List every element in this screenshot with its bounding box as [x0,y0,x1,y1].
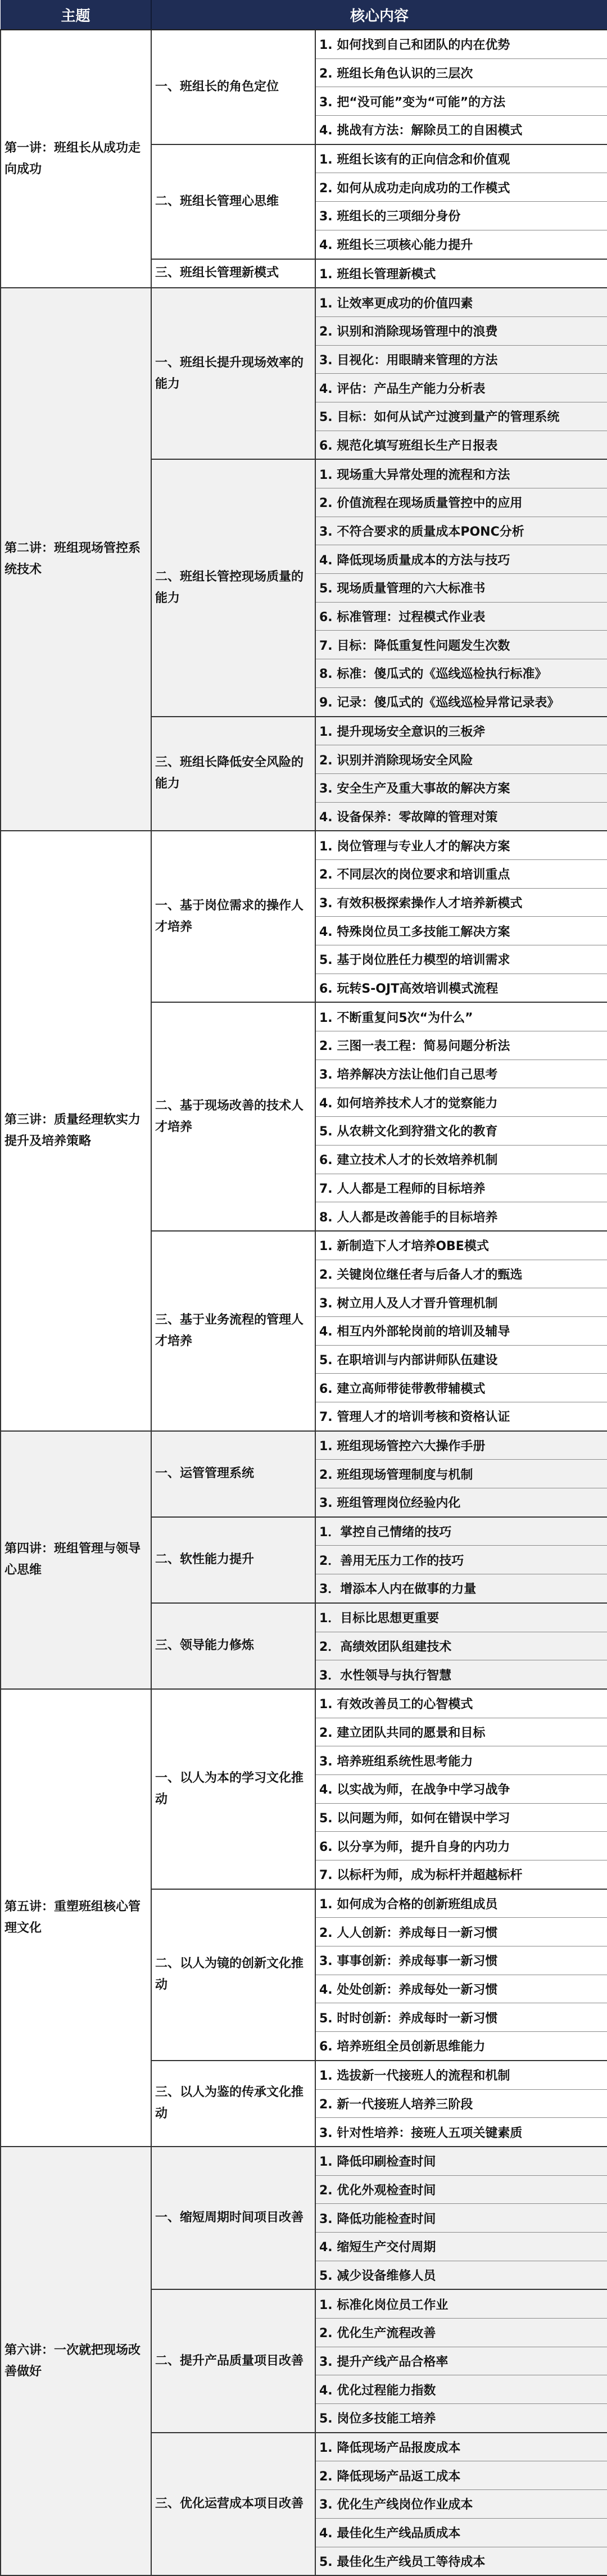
content-item: 6. 培养班组全员创新思维能力 [315,2032,607,2061]
topic-cell: 第二讲：班组现场管控系统技术 [1,288,151,831]
table-row [1,288,607,316]
content-item: 9. 记录：傻瓜式的《巡线巡检异常记录表》 [315,687,607,716]
content-item: 2. 三图一表工程：简易问题分析法 [315,1031,607,1060]
content-item: 1. 岗位管理与专业人才的解决方案 [315,831,607,859]
module-cell: 三、优化运营成本项目改善 [151,2433,315,2575]
content-item: 1. 降低印刷检查时间 [315,2147,607,2175]
content-item: 4. 相互内外部轮岗前的培训及辅导 [315,1316,607,1345]
content-item: 5. 从农耕文化到狩猎文化的教育 [315,1117,607,1146]
table-row [1,1689,607,1718]
content-item: 2．高绩效团队组建技术 [315,1632,607,1660]
topic-cell: 第五讲：重塑班组核心管理文化 [1,1689,151,2147]
content-item: 2. 优化外观检查时间 [315,2175,607,2204]
content-item: 3. 优化生产线岗位作业成本 [315,2490,607,2519]
content-item: 1. 新制造下人才培养OBE模式 [315,1231,607,1260]
module-cell: 二、以人为镜的创新文化推动 [151,1889,315,2061]
content-item: 8. 标准：傻瓜式的《巡线巡检执行标准》 [315,659,607,688]
content-item: 2. 关键岗位继任者与后备人才的甄选 [315,1260,607,1288]
module-cell: 三、班组长管理新模式 [151,259,315,288]
content-item: 2. 价值流程在现场质量管控中的应用 [315,488,607,517]
content-item: 1. 选拔新一代接班人的流程和机制 [315,2061,607,2089]
content-item: 5. 时时创新：养成每时一新习惯 [315,2003,607,2032]
content-item: 7. 人人都是工程师的目标培养 [315,1174,607,1202]
content-item: 6. 以分享为师，提升自身的内功力 [315,1832,607,1860]
content-item: 3．增添本人内在做事的力量 [315,1574,607,1603]
content-item: 2. 班组现场管理制度与机制 [315,1460,607,1488]
content-item: 1．掌控自己情绪的技巧 [315,1517,607,1546]
content-item: 4. 评估：产品生产能力分析表 [315,374,607,402]
module-cell: 三、以人为鉴的传承文化推动 [151,2061,315,2147]
content-item: 4. 如何培养技术人才的觉察能力 [315,1088,607,1117]
content-item: 4. 班组长三项核心能力提升 [315,230,607,259]
section-6 [1,2147,607,2575]
content-item: 3. 事事创新：养成每事一新习惯 [315,1946,607,1975]
content-item: 3. 班组长的三项细分身份 [315,202,607,230]
table-row [1,831,607,859]
content-item: 2. 如何从成功走向成功的工作模式 [315,173,607,202]
content-item: 1. 有效改善员工的心智模式 [315,1689,607,1718]
content-item: 1. 不断重复问5次“为什么” [315,1002,607,1031]
content-item: 3. 有效积极探索操作人才培养新模式 [315,888,607,917]
content-item: 6. 建立技术人才的长效培养机制 [315,1145,607,1174]
module-cell: 二、班组长管控现场质量的能力 [151,459,315,716]
content-item: 2. 优化生产流程改善 [315,2319,607,2347]
module-cell: 一、缩短周期时间项目改善 [151,2147,315,2289]
section-5 [1,1689,607,2147]
content-item: 4. 缩短生产交付周期 [315,2232,607,2261]
content-item: 1. 提升现场安全意识的三板斧 [315,717,607,745]
content-item: 2. 降低现场产品返工成本 [315,2461,607,2490]
content-item: 5. 现场质量管理的六大标准书 [315,574,607,603]
content-item: 2. 班组长角色认识的三层次 [315,58,607,87]
content-item: 5. 以问题为师，如何在错误中学习 [315,1803,607,1832]
module-cell: 二、班组长管理心思维 [151,144,315,259]
content-item: 4. 挑战有方法：解除员工的自困模式 [315,116,607,144]
content-item: 1. 让效率更成功的价值四素 [315,288,607,316]
module-cell: 三、基于业务流程的管理人才培养 [151,1231,315,1431]
content-item: 7. 管理人才的培训考核和资格认证 [315,1402,607,1431]
module-cell: 一、班组长提升现场效率的能力 [151,288,315,459]
module-cell: 二、提升产品质量项目改善 [151,2289,315,2432]
topic-cell: 第六讲：一次就把现场改善做好 [1,2147,151,2575]
content-item: 8. 人人都是改善能手的目标培养 [315,1202,607,1231]
content-item: 3. 提升产线产品合格率 [315,2347,607,2375]
table-row [1,1431,607,1460]
content-item: 7. 以标杆为师，成为标杆并超越标杆 [315,1860,607,1889]
content-item: 4. 降低现场质量成本的方法与技巧 [315,545,607,574]
content-item: 3. 针对性培养：接班人五项关键素质 [315,2118,607,2147]
content-item: 6. 玩转S-OJT高效培训模式流程 [315,974,607,1002]
content-item: 1．目标比思想更重要 [315,1603,607,1632]
content-item: 4. 最佳化生产线品质成本 [315,2518,607,2547]
section-4 [1,1431,607,1689]
content-item: 1. 现场重大异常处理的流程和方法 [315,459,607,488]
content-item: 4. 以实战为师，在战争中学习战争 [315,1774,607,1803]
module-cell: 一、班组长的角色定位 [151,30,315,144]
module-cell: 三、领导能力修炼 [151,1603,315,1689]
content-item: 3. 培养解决方法让他们自己思考 [315,1060,607,1088]
section-3 [1,831,607,1430]
module-cell: 二、基于现场改善的技术人才培养 [151,1002,315,1231]
content-item: 1. 如何成为合格的创新班组成员 [315,1889,607,1918]
content-item: 5. 在职培训与内部讲师队伍建设 [315,1345,607,1374]
content-item: 5. 基于岗位胜任力模型的培训需求 [315,945,607,974]
content-item: 1. 如何找到自己和团队的内在优势 [315,30,607,58]
content-item: 3. 不符合要求的质量成本PONC分析 [315,517,607,545]
content-item: 4. 特殊岗位员工多技能工解决方案 [315,917,607,945]
section-2 [1,288,607,831]
content-item: 1. 班组长该有的正向信念和价值观 [315,144,607,173]
topic-cell: 第一讲：班组长从成功走向成功 [1,30,151,288]
table-row [1,30,607,58]
topic-cell: 第四讲：班组管理与领导心思维 [1,1431,151,1689]
content-item: 5. 岗位多技能工培养 [315,2404,607,2433]
content-item: 2. 人人创新：养成每日一新习惯 [315,1918,607,1946]
content-item: 2. 识别并消除现场安全风险 [315,745,607,774]
section-1 [1,30,607,288]
content-item: 3. 培养班组系统性思考能力 [315,1746,607,1775]
module-cell: 一、运管管理系统 [151,1431,315,1517]
content-item: 1. 班组现场管控六大操作手册 [315,1431,607,1460]
content-item: 6. 建立高师带徒带教带辅模式 [315,1374,607,1402]
content-item: 2. 不同层次的岗位要求和培训重点 [315,859,607,888]
header-core-content: 核心内容 [151,0,607,30]
content-item: 4. 处处创新：养成每处一新习惯 [315,1975,607,2003]
content-item: 6. 标准管理：过程模式作业表 [315,602,607,631]
module-cell: 一、基于岗位需求的操作人才培养 [151,831,315,1002]
table-row [1,2147,607,2175]
content-item: 5. 目标：如何从试产过渡到量产的管理系统 [315,402,607,431]
content-item: 3. 把“没可能”变为“可能”的方法 [315,87,607,116]
header-topic: 主题 [1,0,151,30]
content-item: 1. 班组长管理新模式 [315,259,607,288]
content-item: 1. 标准化岗位员工作业 [315,2289,607,2318]
table-header [1,0,607,30]
content-item: 7. 目标：降低重复性问题发生次数 [315,631,607,659]
content-item: 3. 班组管理岗位经验内化 [315,1488,607,1517]
content-item: 3. 目视化：用眼睛来管理的方法 [315,345,607,374]
content-item: 5. 减少设备维修人员 [315,2261,607,2289]
content-item: 4. 优化过程能力指数 [315,2375,607,2404]
content-item: 5. 最佳化生产线员工等待成本 [315,2547,607,2575]
topic-cell: 第三讲：质量经理软实力提升及培养策略 [1,831,151,1430]
content-item: 3. 安全生产及重大事故的解决方案 [315,773,607,802]
content-item: 4. 设备保养：零故障的管理对策 [315,802,607,831]
content-item: 3. 树立用人及人才晋升管理机制 [315,1288,607,1317]
module-cell: 三、班组长降低安全风险的能力 [151,717,315,831]
content-item: 3. 降低功能检查时间 [315,2204,607,2233]
content-item: 2. 新一代接班人培养三阶段 [315,2089,607,2118]
content-item: 2. 建立团队共同的愿景和目标 [315,1718,607,1746]
module-cell: 二、软性能力提升 [151,1517,315,1603]
content-item: 6. 规范化填写班组长生产日报表 [315,431,607,459]
content-item: 1. 降低现场产品报废成本 [315,2433,607,2461]
content-item: 2. 识别和消除现场管理中的浪费 [315,316,607,345]
content-item: 3．水性领导与执行智慧 [315,1660,607,1689]
module-cell: 一、以人为本的学习文化推动 [151,1689,315,1889]
content-item: 2．善用无压力工作的技巧 [315,1546,607,1574]
